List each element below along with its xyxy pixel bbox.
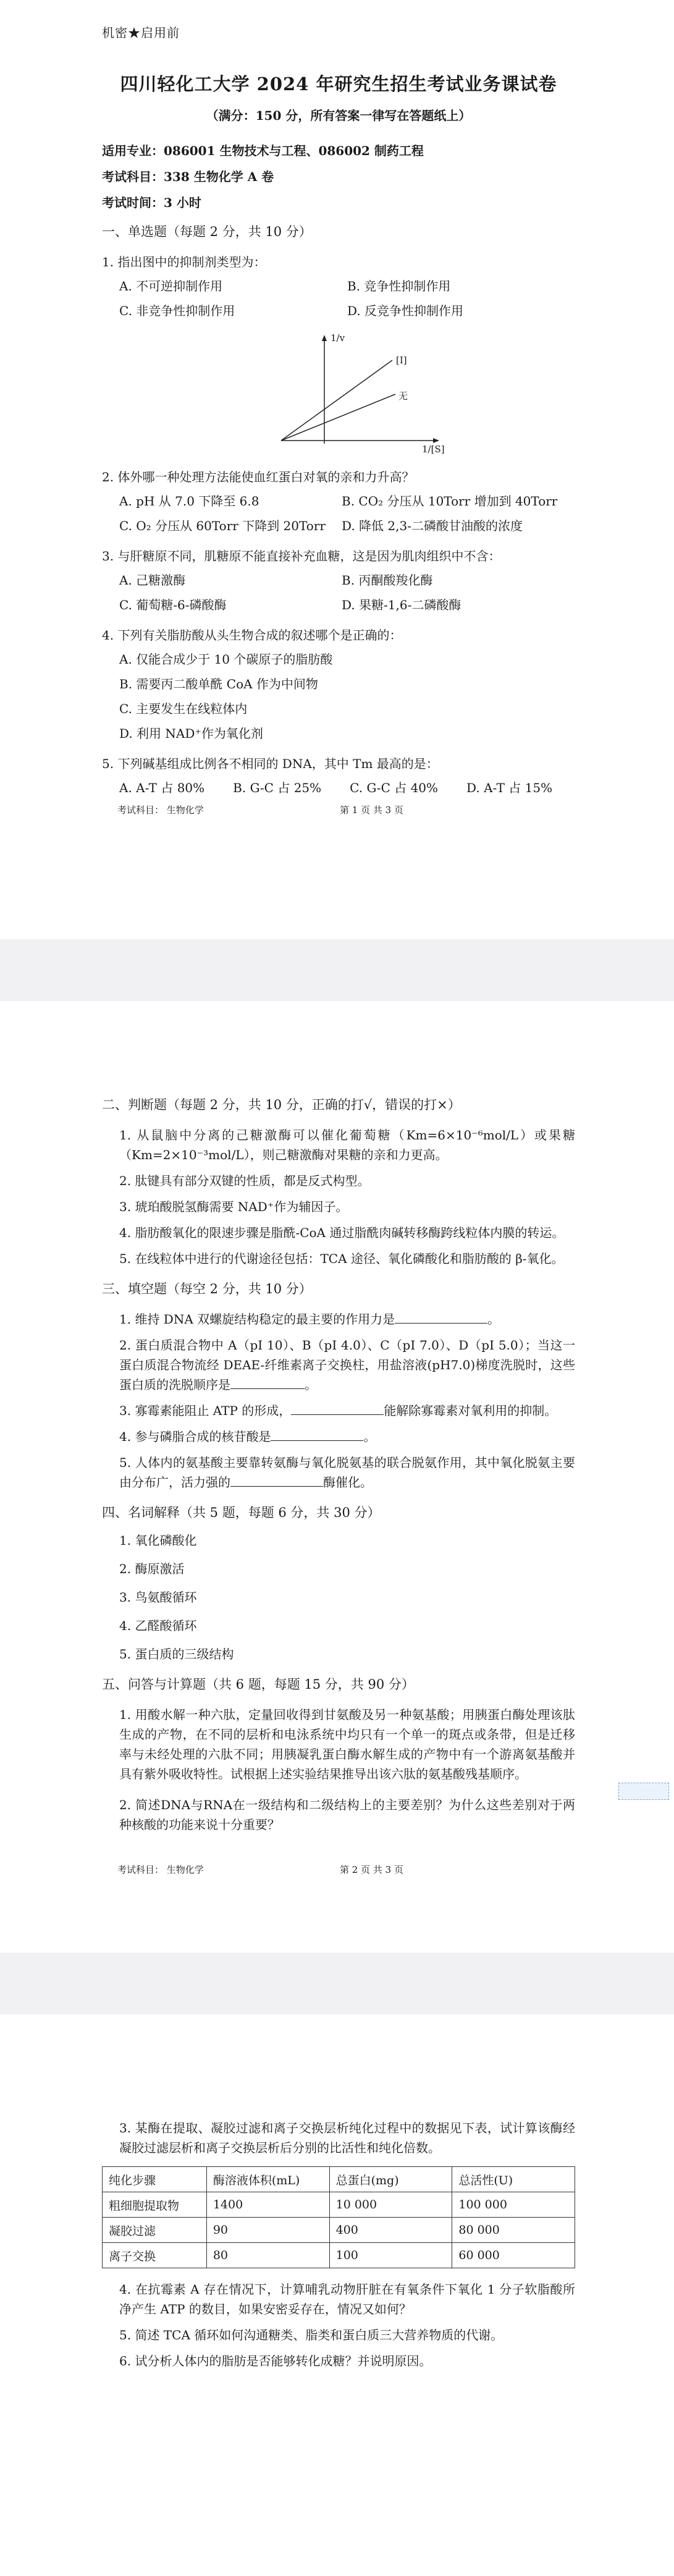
- table-cell: 10 000: [329, 2192, 452, 2218]
- page-footer: [117, 1863, 488, 1876]
- question-1-2-options: [102, 492, 575, 535]
- line-no-inhibitor: [281, 394, 395, 441]
- table-cell: 400: [329, 2218, 452, 2243]
- annotation-mark: [618, 1783, 669, 1800]
- term-item: 2. 酶原激活: [119, 1561, 185, 1576]
- essay-question-6: 6. 试分析人体内的脂肪是否能够转化成糖？并说明原因。: [119, 2354, 432, 2368]
- footer-page-number: 第 1 页 共 3 页: [340, 804, 403, 816]
- fill-question-4: 4. 参与磷脂合成的核苷酸是 。: [102, 1427, 575, 1446]
- table-header-row: [103, 2167, 575, 2192]
- tf-question-5: 5. 在线粒体中进行的代谢途径包括：TCA 途径、氧化磷酸化和脂肪酸的 β-氧化。: [119, 1251, 564, 1266]
- question-1-5-stem: 5. 下列碱基组成比例各不相同的 DNA，其中 Tm 最高的是：: [102, 756, 439, 771]
- term-item: 4. 乙醛酸循环: [119, 1618, 197, 1633]
- table-header: 纯化步骤: [103, 2167, 207, 2192]
- table-row: [103, 2192, 575, 2218]
- majors: 适用专业：086001 生物技术与工程、086002 制药工程: [102, 143, 424, 158]
- x-axis-arrow: [433, 438, 439, 443]
- question-1-1-stem: 1. 指出图中的抑制剂类型为：: [102, 255, 266, 269]
- question-1-5-options: [102, 779, 575, 797]
- page-footer: [117, 803, 488, 816]
- question-1-2-stem: 2. 体外哪一种处理方法能使血红蛋白对氧的亲和力升高？: [102, 470, 415, 484]
- question-1-4-options: [102, 650, 575, 743]
- table-cell: 离子交换: [103, 2243, 207, 2268]
- exam-page-1: [0, 0, 674, 939]
- table-row: [103, 2218, 575, 2243]
- option-a: A. 不可逆抑制作用: [119, 279, 223, 293]
- option-d: D. 降低 2,3-二磷酸甘油酸的浓度: [342, 518, 523, 533]
- section-5-title: 五、问答与计算题（共 6 题，每题 15 分，共 90 分）: [102, 1677, 415, 1692]
- option-d: D. A-T 占 15%: [466, 780, 553, 795]
- table-cell: 60 000: [452, 2243, 575, 2268]
- table-cell: 粗细胞提取物: [103, 2192, 207, 2218]
- exam-page-2: [0, 1001, 674, 1953]
- option-d: D. 利用 NAD⁺作为氧化剂: [119, 726, 263, 741]
- answer-blank[interactable]: [230, 1472, 323, 1487]
- table-cell: 1400: [206, 2192, 329, 2218]
- option-d: D. 反竞争性抑制作用: [347, 303, 464, 318]
- question-1-3-options: [102, 571, 575, 614]
- term-list: [102, 1531, 575, 1664]
- fill-question-3: 3. 寡霉素能阻止 ATP 的形成， 能解除寡霉素对氧利用的抑制。: [102, 1401, 575, 1421]
- fill-question-1: 1. 维持 DNA 双螺旋结构稳定的最主要的作用力是 。: [102, 1309, 575, 1329]
- table-header: 总活性(U): [452, 2167, 575, 2192]
- table-cell: 90: [206, 2218, 329, 2243]
- fill-question-2: 2. 蛋白质混合物中 A（pI 10）、B（pI 4.0）、C（pI 7.0）、D（pI 5.0）；当这一蛋白质混合物流经 DEAE-纤维素离子交换柱，用盐溶液(pH7.0)梯度洗脱时，这些蛋白质的洗脱顺序是 。: [119, 1338, 575, 1392]
- essay-question-1: 1. 用酸水解一种六肽，定量回收得到甘氨酸及另一种氨基酸；用胰蛋白酶处理该肽生成的产物，在不同的层析和电泳系统中均只有一个单一的斑点或条带，但是迁移率与未经处理的六肽不同；用胰凝乳蛋白酶水解生成的产物中有一个游离氨基酸并具有紫外吸收特性。试根据上述实验结果推导出该六肽的氨基酸残基顺序。: [119, 1707, 575, 1781]
- tf-question-3: 3. 琥珀酸脱氢酶需要 NAD⁺作为辅因子。: [119, 1199, 348, 1214]
- secret-label: 机密★启用前: [102, 25, 180, 40]
- question-1-1-options: [102, 277, 575, 320]
- option-a: A. pH 从 7.0 下降至 6.8: [119, 494, 259, 509]
- table-cell: 100: [329, 2243, 452, 2268]
- graph-line2-label: 无: [398, 391, 408, 402]
- answer-blank[interactable]: [271, 1427, 363, 1441]
- table-cell: 100 000: [452, 2192, 575, 2218]
- table-cell: 80: [206, 2243, 329, 2268]
- essay-question-3: 3. 某酶在提取、凝胶过滤和离子交换层析纯化过程中的数据见下表，试计算该酶经凝胶过滤层析和离子交换层析后分别的比活性和纯化倍数。: [119, 2121, 575, 2155]
- section-4-title: 四、名词解释（共 5 题，每题 6 分，共 30 分）: [102, 1505, 381, 1520]
- table-row: [103, 2243, 575, 2268]
- section-1-title: 一、单选题（每题 2 分，共 10 分）: [102, 224, 312, 239]
- y-axis-arrow: [322, 335, 327, 341]
- option-c: C. O₂ 分压从 60Torr 下降到 20Torr: [119, 518, 326, 533]
- footer-page-number: 第 2 页 共 3 页: [340, 1864, 403, 1875]
- essay-question-5: 5. 简述 TCA 循环如何沟通糖类、脂类和蛋白质三大营养物质的代谢。: [119, 2328, 503, 2342]
- inhibition-graph: [269, 332, 454, 456]
- exam-subtitle: （满分：150 分，所有答案一律写在答题纸上）: [206, 108, 471, 123]
- table-header: 酶溶液体积(mL): [206, 2167, 329, 2192]
- tf-question-4: 4. 脂肪酸氧化的限速步骤是脂酰-CoA 通过脂酰肉碱转移酶跨线粒体内膜的转运。: [119, 1225, 565, 1240]
- exam-title: 四川轻化工大学 2024 年研究生招生考试业务课试卷: [120, 74, 557, 95]
- footer-subject: 考试科目： 生物化学: [117, 1864, 204, 1875]
- tf-question-2: 2. 肽键具有部分双键的性质，都是反式构型。: [119, 1173, 370, 1188]
- answer-blank[interactable]: [395, 1309, 487, 1324]
- option-d: D. 果糖-1,6-二磷酸酶: [342, 598, 461, 612]
- option-a: A. 仅能合成少于 10 个碳原子的脂肪酸: [119, 652, 333, 667]
- answer-blank[interactable]: [230, 1375, 305, 1389]
- subject: 考试科目：338 生物化学 A 卷: [102, 169, 274, 184]
- table-cell: 80 000: [452, 2218, 575, 2243]
- option-c: C. 非竞争性抑制作用: [119, 303, 235, 318]
- tf-question-1: 1. 从鼠脑中分离的己糖激酶可以催化葡萄糖（Km=6×10⁻⁶mol/L）或果糖（Km=2×10⁻³mol/L），则己糖激酶对果糖的亲和力更高。: [119, 1128, 575, 1162]
- option-b: B. 需要丙二酸单酰 CoA 作为中间物: [119, 677, 318, 691]
- option-c: C. G-C 占 40%: [350, 780, 439, 795]
- option-a: A. A-T 占 80%: [119, 780, 205, 795]
- table-header: 总蛋白(mg): [329, 2167, 452, 2192]
- purification-table: [102, 2166, 575, 2268]
- graph-x-label: 1/[S]: [422, 444, 445, 455]
- question-1-3-stem: 3. 与肝糖原不同，肌糖原不能直接补充血糖，这是因为肌肉组织中不含：: [102, 549, 501, 564]
- line-inhibitor: [281, 360, 392, 441]
- exam-page-3: [0, 2014, 674, 2576]
- term-item: 1. 氧化磷酸化: [119, 1533, 197, 1548]
- section-2-title: 二、判断题（每题 2 分，共 10 分，正确的打√，错误的打×）: [102, 1097, 461, 1112]
- option-b: B. CO₂ 分压从 10Torr 增加到 40Torr: [342, 494, 558, 509]
- option-c: C. 葡萄糖-6-磷酸酶: [119, 598, 227, 612]
- table-cell: 凝胶过滤: [103, 2218, 207, 2243]
- graph-line1-label: [I]: [396, 355, 407, 366]
- option-b: B. 丙酮酸羧化酶: [342, 573, 433, 588]
- essay-question-4: 4. 在抗霉素 A 存在情况下，计算哺乳动物肝脏在有氧条件下氧化 1 分子软脂酸所净产生 ATP 的数目，如果安密妥存在，情况又如何？: [119, 2282, 575, 2316]
- option-a: A. 己糖激酶: [119, 573, 186, 588]
- fill-question-5: 5. 人体内的氨基酸主要靠转氨酶与氧化脱氨基的联合脱氨作用，其中氧化脱氨主要由分布广，活力强的 酶催化。: [119, 1455, 575, 1490]
- graph-y-label: 1/v: [331, 332, 345, 344]
- question-1-4-stem: 4. 下列有关脂肪酸从头生物合成的叙述哪个是正确的：: [102, 628, 402, 643]
- footer-subject: 考试科目： 生物化学: [117, 804, 204, 816]
- section-3-title: 三、填空题（每空 2 分，共 10 分）: [102, 1282, 312, 1296]
- option-c: C. 主要发生在线粒体内: [119, 701, 248, 716]
- option-b: B. G-C 占 25%: [233, 780, 322, 795]
- term-item: 5. 蛋白质的三级结构: [119, 1647, 234, 1662]
- option-b: B. 竞争性抑制作用: [347, 279, 451, 293]
- essay-question-2: 2. 简述DNA与RNA在一级结构和二级结构上的主要差别？为什么这些差别对于两种核酸的功能来说十分重要？: [119, 1797, 575, 1832]
- term-item: 3. 鸟氨酸循环: [119, 1590, 197, 1605]
- answer-blank[interactable]: [291, 1401, 384, 1415]
- duration: 考试时间：3 小时: [102, 195, 201, 210]
- lineweaver-burk-plot: [269, 332, 454, 456]
